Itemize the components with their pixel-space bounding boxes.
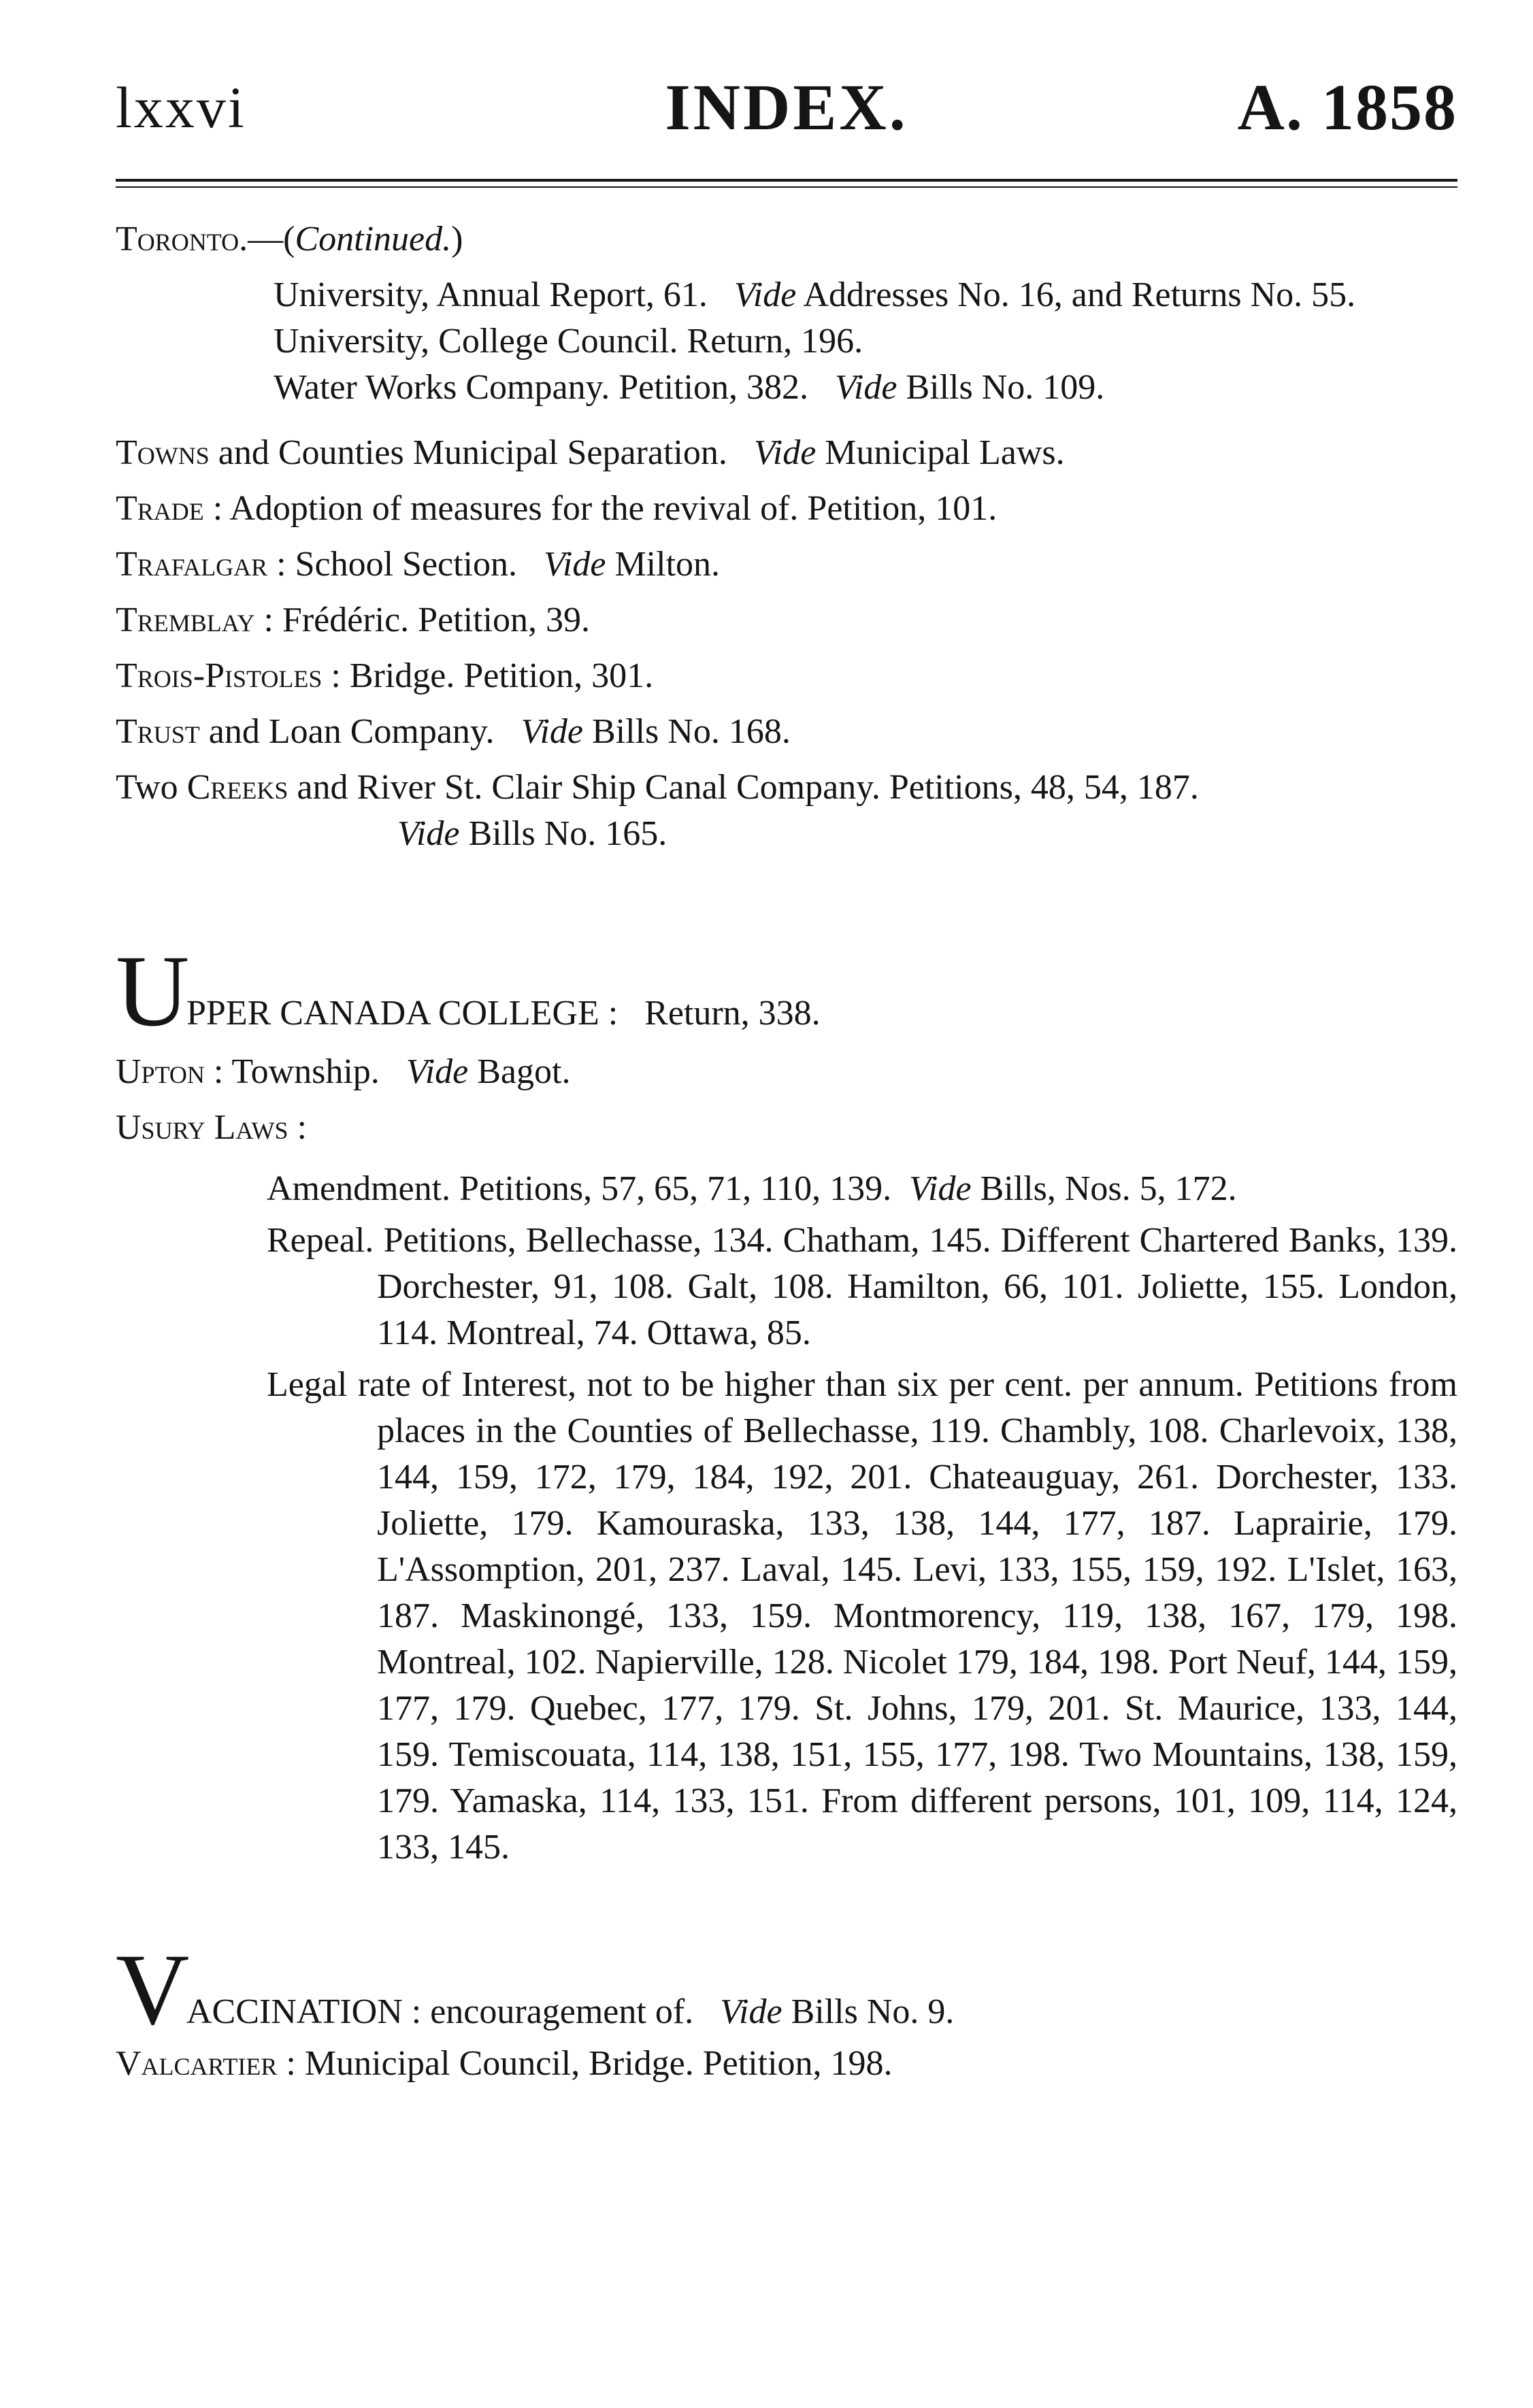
subentry-legal-rate: Legal rate of Interest, not to be higher than six per cent. per annum. Petitions from places in the Counties of Bellechasse, 119. Chambly, 108. Charlevoix, 138, 144, 159, 172, 179, 184, 192, 201. Chateauguay, 261. Dorchester, 133. Joliette, 179. Kamouraska, 133, 138, 144, 177, 187. Laprairie, 179. L'Assomption, 201, 237. Laval, 145. Levi, 133, 155, 159, 192. L'Islet, 163, 187. Maskinongé, 133, 159. Montmorency, 119, 138, 167, 179, 198. Montreal, 102. Napierville, 128. Nicolet 179, 184, 198. Port Neuf, 144, 159, 177, 179. Quebec, 177, 179. St. Johns, 179, 201. St. Maurice, 133, 144, 159. Temiscouata, 114, 138, 151, 155, 177, 198. Two Mountains, 138, 159, 179. Yamaska, 114, 133, 151. From different persons, 101, 109, 114, 124, 133, 145. — [267, 1365, 1457, 1867]
subentry-water-works: Water Works Company. Petition, 382. Vide Bills No. 109. — [274, 368, 1105, 407]
entry-headword: ACCINATION : encouragement of. — [186, 1992, 694, 2031]
entry-headword: Trust — [116, 712, 200, 751]
entry-headword: Usury Laws — [116, 1108, 289, 1147]
page-header — [116, 67, 1457, 148]
header-rule-thin — [116, 186, 1457, 188]
entry-two-creeks: Two Creeks and River St. Clair Ship Canal Company. Petitions, 48, 54, 187. Vide Bills No. 165. — [116, 768, 1199, 853]
dropcap-u: U — [116, 935, 190, 1048]
volume-label: A. 1858 — [1237, 71, 1457, 144]
entry-trade: Trade : Adoption of measures for the revival of. Petition, 101. — [116, 489, 998, 528]
subentry-university-council: University, College Council. Return, 196. — [274, 322, 863, 361]
section-v-heading: V ACCINATION : encouragement of. Vide Bills No. 9. — [116, 1933, 955, 2046]
subentry-university-report: University, Annual Report, 61. Vide Addresses No. 16, and Returns No. 55. — [274, 275, 1356, 314]
entry-trafalgar: Trafalgar : School Section. Vide Milton. — [116, 545, 721, 584]
entry-headword: Towns — [116, 433, 210, 472]
subentry-amendment: Amendment. Petitions, 57, 65, 71, 110, 139. Vide Bills, Nos. 5, 172. — [267, 1169, 1237, 1208]
entry-towns: Towns and Counties Municipal Separation. Vide Municipal Laws. — [116, 433, 1065, 472]
entry-headword: Toronto — [116, 220, 240, 258]
entry-upton: Upton : Township. Vide Bagot. — [116, 1052, 571, 1091]
entry-toronto-heading: Toronto.—(Continued.) — [116, 220, 463, 258]
entry-headword: Tremblay — [116, 601, 255, 639]
subentry-repeal: Repeal. Petitions, Bellechasse, 134. Chatham, 145. Different Chartered Banks, 139. Dorchester, 91, 108. Galt, 108. Hamilton, 66, 101. Joliette, 155. London, 114. Montreal, 74. Ottawa, 85. — [267, 1221, 1457, 1352]
entry-usury-laws: Usury Laws : — [116, 1108, 307, 1147]
entry-headword: Creeks — [186, 768, 289, 807]
entry-headword: Valcartier — [116, 2044, 278, 2083]
page-title: INDEX. — [665, 71, 908, 144]
header-rule-thick — [116, 179, 1457, 182]
entry-trois-pistoles: Trois-Pistoles : Bridge. Petition, 301. — [116, 656, 654, 695]
entry-tremblay: Tremblay : Frédéric. Petition, 39. — [116, 601, 590, 639]
index-content — [116, 216, 1457, 2087]
entry-valcartier: Valcartier : Municipal Council, Bridge. Petition, 198. — [116, 2044, 893, 2083]
entry-trust: Trust and Loan Company. Vide Bills No. 168. — [116, 712, 791, 751]
dropcap-v: V — [116, 1933, 190, 2046]
entry-headword: Upton — [116, 1052, 205, 1091]
entry-headword: Trois-Pistoles — [116, 656, 323, 695]
entry-headword: Trafalgar — [116, 545, 268, 584]
entry-headword: PPER CANADA COLLEGE : — [186, 994, 619, 1033]
section-u-heading: U PPER CANADA COLLEGE : Return, 338. — [116, 935, 821, 1048]
continued-label: Continued. — [295, 220, 452, 258]
entry-headword: Trade — [116, 489, 204, 528]
page-number: lxxvi — [116, 75, 246, 140]
